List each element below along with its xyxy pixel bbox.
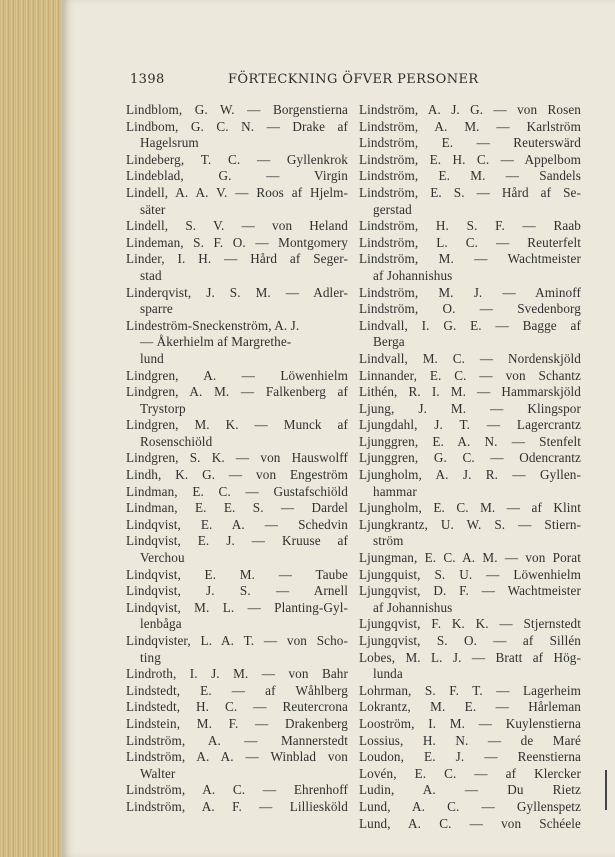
index-entry-line: Lindström, M. J. — Aminoff bbox=[359, 284, 581, 300]
index-entry-line: Lindqvist, E. M. — Taube bbox=[126, 566, 348, 582]
index-entry-line: Lindgren, M. K. — Munck af bbox=[126, 417, 348, 433]
index-entry-line: Lindbom, G. C. N. — Drake af bbox=[126, 118, 348, 134]
index-entry-line: Lindstedt, H. C. — Reutercrona bbox=[126, 699, 348, 715]
index-entry-line: — Åkerhielm af Margrethe- bbox=[140, 334, 292, 350]
index-entry-line: Ljungqvist, F. K. K. — Stjernstedt bbox=[359, 616, 581, 632]
index-entry-line: ström bbox=[373, 533, 404, 549]
index-entry-line: Lindgren, S. K. — von Hauswolff bbox=[126, 450, 348, 466]
index-entry-line: Ljungquist, S. U. — Löwenhielm bbox=[359, 566, 581, 582]
index-entry-line: Lindqvist, E. A. — Schedvin bbox=[126, 516, 348, 532]
index-entry-line: Lindstein, M. F. — Drakenberg bbox=[126, 715, 348, 731]
index-entry-line: af Johannishus bbox=[373, 599, 453, 615]
index-entry-line: Lindqvister, L. A. T. — von Scho- bbox=[126, 633, 348, 648]
index-entry-line: Ljungqvist, D. F. — Wachtmeister bbox=[359, 583, 581, 599]
index-entry-line: Linder, I. H. — Hård af Seger- bbox=[126, 251, 348, 267]
index-entry-line: Trystorp bbox=[140, 400, 186, 416]
index-entry-line: Lindstedt, E. — af Wåhlberg bbox=[126, 682, 348, 698]
index-entry-line: Lithén, R. I. M. — Hammarskjöld bbox=[359, 384, 581, 400]
index-entry-line: säter bbox=[140, 201, 166, 217]
index-entry-line: Lindström, E. H. C. — Appelbom bbox=[359, 151, 581, 167]
index-entry-line: Linderqvist, J. S. M. — Adler- bbox=[126, 284, 348, 300]
running-title: FÖRTECKNING ÖFVER PERSONER bbox=[228, 72, 479, 87]
index-entry-line: Ljungholm, A. J. R. — Gyllen- bbox=[359, 467, 581, 483]
index-entry-line: Walter bbox=[140, 765, 176, 781]
index-entry-line: Lindström, M. — Wachtmeister bbox=[359, 251, 581, 267]
index-entry-line: Loudon, E. J. — Reenstierna bbox=[359, 749, 581, 765]
index-entry-line: Lindman, E. C. — Gustafschiöld bbox=[126, 483, 348, 499]
index-entry-line: Lindman, E. E. S. — Dardel bbox=[126, 500, 348, 516]
index-entry-line: Lovén, E. C. — af Klercker bbox=[359, 765, 581, 781]
index-entry-line: af Johannishus bbox=[373, 267, 453, 283]
index-entry-line: Lindell, A. A. V. — Roos af Hjelm- bbox=[126, 184, 348, 200]
index-entry-line: Lindström, O. — Svedenborg bbox=[359, 301, 581, 317]
index-entry-line: ting bbox=[140, 649, 161, 665]
index-entry-line: Lokrantz, M. E. — Hårleman bbox=[359, 699, 581, 715]
index-entry-line: Lund, A. C. — von Schéele bbox=[359, 815, 581, 831]
index-entry-line: Lobes, M. L. J. — Bratt af Hög- bbox=[359, 649, 581, 665]
index-entry-line: Lindblom, G. W. — Borgenstierna bbox=[126, 102, 348, 117]
index-entry-line: Lindgren, A. — Löwenhielm bbox=[126, 367, 348, 383]
index-entry-line: Ludin, A. — Du Rietz bbox=[359, 782, 581, 798]
index-entry-line: lenbåga bbox=[140, 616, 182, 632]
index-entry-line: Lindström, E. — Reuterswärd bbox=[359, 135, 581, 151]
index-entry-line: Hagelsrum bbox=[140, 135, 199, 151]
margin-mark bbox=[605, 770, 607, 810]
index-entry-line: Lindström, E. M. — Sandels bbox=[359, 168, 581, 184]
index-entry-line: Lindeblad, G. — Virgin bbox=[126, 168, 348, 184]
index-entry-line: Lindström, H. S. F. — Raab bbox=[359, 218, 581, 234]
index-entry-line: lunda bbox=[373, 666, 403, 682]
index-entry-line: Lindström, A. C. — Ehrenhoff bbox=[126, 782, 348, 798]
index-entry-line: Lund, A. C. — Gyllenspetz bbox=[359, 798, 581, 814]
index-entry-line: Lindqvist, E. J. — Kruuse af bbox=[126, 533, 348, 549]
index-entry-line: Ljungholm, E. C. M. — af Klint bbox=[359, 500, 581, 516]
index-entry-line: hammar bbox=[373, 483, 417, 499]
index-entry-line: Ljunggren, E. A. N. — Stenfelt bbox=[359, 433, 581, 449]
page-number: 1398 bbox=[130, 72, 165, 87]
book-page-edges bbox=[0, 0, 64, 857]
index-entry-line: Lindström, A. J. G. — von Rosen bbox=[359, 102, 581, 117]
index-entry-line: Ljunggren, G. C. — Odencrantz bbox=[359, 450, 581, 466]
index-entry-line: Lindh, K. G. — von Engeström bbox=[126, 467, 348, 483]
index-entry-line: Lindroth, I. J. M. — von Bahr bbox=[126, 666, 348, 682]
index-entry-line: Ljungkrantz, U. W. S. — Stiern- bbox=[359, 516, 581, 532]
index-entry-line: Ljung, J. M. — Klingspor bbox=[359, 400, 581, 416]
index-entry-line: Lossius, H. N. — de Maré bbox=[359, 732, 581, 748]
index-entry-line: Ljungdahl, J. T. — Lagercrantz bbox=[359, 417, 581, 433]
index-entry-line: sparre bbox=[140, 301, 173, 317]
index-entry-line: Ljungman, E. C. A. M. — von Porat bbox=[359, 550, 581, 566]
index-column-right bbox=[359, 102, 581, 832]
index-entry-line: Looström, I. M. — Kuylenstierna bbox=[359, 715, 581, 731]
index-entry-line: Ljungqvist, S. O. — af Sillén bbox=[359, 633, 581, 648]
index-entry-line: Lindqvist, M. L. — Planting-Gyl- bbox=[126, 599, 348, 615]
index-entry-line: Lindström, L. C. — Reuterfelt bbox=[359, 234, 581, 250]
index-entry-line: Lindgren, A. M. — Falkenberg af bbox=[126, 384, 348, 400]
index-entry-line: Lindeman, S. F. O. — Montgomery bbox=[126, 234, 348, 250]
index-entry-line: Verchou bbox=[140, 550, 185, 566]
index-entry-line: Lindström, A. A. — Winblad von bbox=[126, 749, 348, 765]
index-entry-line: stad bbox=[140, 267, 162, 283]
index-entry-line: Lindström, A. — Mannerstedt bbox=[126, 732, 348, 748]
index-entry-line: Lindström, A. F. — Lilliesköld bbox=[126, 798, 348, 814]
index-entry-line: Berga bbox=[373, 334, 405, 350]
index-entry-line: Rosenschiöld bbox=[140, 433, 213, 449]
index-entry-line: Lindvall, M. C. — Nordenskjöld bbox=[359, 350, 581, 366]
page-header bbox=[122, 72, 552, 92]
index-entry-line: Lindvall, I. G. E. — Bagge af bbox=[359, 317, 581, 333]
index-entry-line: gerstad bbox=[373, 201, 412, 217]
index-column-left bbox=[126, 102, 348, 816]
index-entry-line: Lindeberg, T. C. — Gyllenkrok bbox=[126, 151, 348, 167]
index-entry-line: Lindeström-Sneckenström, A. J. bbox=[126, 317, 300, 333]
index-entry-line: Lindqvist, J. S. — Arnell bbox=[126, 583, 348, 599]
book-page bbox=[62, 0, 615, 857]
index-entry-line: Lindström, E. S. — Hård af Se- bbox=[359, 184, 581, 200]
index-entry-line: Lohrman, S. F. T. — Lagerheim bbox=[359, 682, 581, 698]
index-entry-line: Lindström, A. M. — Karlström bbox=[359, 118, 581, 134]
index-entry-line: lund bbox=[140, 350, 164, 366]
index-entry-line: Lindell, S. V. — von Heland bbox=[126, 218, 348, 234]
index-entry-line: Linnander, E. C. — von Schantz bbox=[359, 367, 581, 383]
